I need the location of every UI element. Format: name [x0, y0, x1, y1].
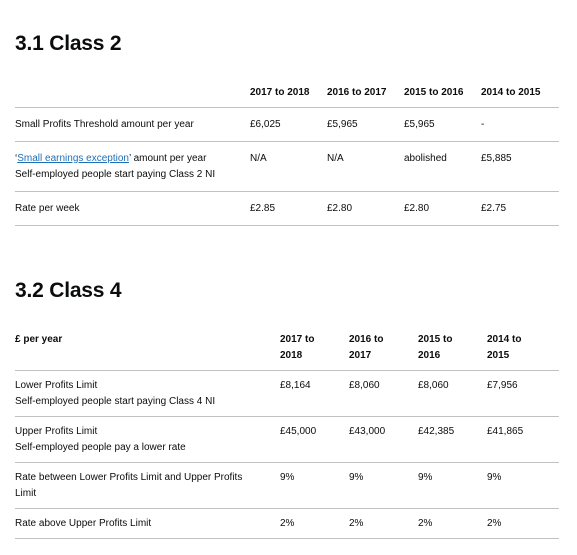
- table-row: [15, 191, 559, 225]
- row-label-subtext: Self-employed people start paying Class 2 NI: [15, 168, 216, 180]
- table-cell: £5,965: [404, 107, 481, 141]
- table-row: [15, 417, 559, 463]
- table-cell: abolished: [404, 141, 481, 191]
- table-cell: 9%: [487, 463, 559, 509]
- table-cell: £8,060: [349, 371, 418, 417]
- column-header: [15, 77, 250, 107]
- table-cell: -: [481, 107, 559, 141]
- small-earnings-exception-link[interactable]: Small earnings exception: [17, 152, 129, 164]
- row-label-line: Upper Profits Limit: [15, 426, 98, 437]
- row-label: [15, 141, 250, 191]
- label-suffix: ’ amount per year: [128, 152, 207, 164]
- table-cell: £45,000: [280, 417, 349, 463]
- column-header-2017-2018: 2017 to 2018: [250, 77, 327, 107]
- row-label-line: Limit: [15, 488, 37, 499]
- header-line: 2016 to: [349, 334, 384, 345]
- row-label: Small Profits Threshold amount per year: [15, 107, 250, 141]
- table-cell: 2%: [280, 509, 349, 539]
- table-cell: £6,025: [250, 107, 327, 141]
- row-label: Rate per week: [15, 191, 250, 225]
- table-cell: 2%: [349, 509, 418, 539]
- column-header-2014-2015: [487, 325, 559, 371]
- table-cell: £2.80: [327, 191, 404, 225]
- table-row: [15, 141, 559, 191]
- table-cell: £5,885: [481, 141, 559, 191]
- table-header-row: [15, 77, 559, 107]
- table-row: [15, 463, 559, 509]
- header-line: 2015: [487, 350, 510, 361]
- header-line: £ per year: [15, 334, 63, 345]
- table-cell: 9%: [418, 463, 487, 509]
- header-line: 2018: [280, 350, 303, 361]
- table-row: [15, 509, 559, 539]
- open-quote: ‘: [15, 152, 18, 164]
- table-cell: N/A: [327, 141, 404, 191]
- table-cell: 9%: [280, 463, 349, 509]
- table-cell: 2%: [418, 509, 487, 539]
- table-cell: 2%: [487, 509, 559, 539]
- table-cell: £5,965: [327, 107, 404, 141]
- column-header-2014-2015: 2014 to 2015: [481, 77, 559, 107]
- row-label-subtext: Self-employed people start paying Class 4 NI: [15, 396, 216, 407]
- table-cell: £2.75: [481, 191, 559, 225]
- class-4-heading: 3.2 Class 4: [15, 279, 122, 302]
- table-cell: £8,060: [418, 371, 487, 417]
- header-line: 2016: [418, 350, 441, 361]
- table-cell: £41,865: [487, 417, 559, 463]
- row-label: [15, 463, 280, 509]
- row-label: [15, 417, 280, 463]
- table-cell: £2.85: [250, 191, 327, 225]
- row-label-line: Lower Profits Limit: [15, 380, 98, 391]
- table-cell: 9%: [349, 463, 418, 509]
- row-label-line: [15, 151, 250, 167]
- header-line: 2017: [349, 350, 372, 361]
- row-label-line: Rate above Upper Profits Limit: [15, 518, 152, 529]
- header-line: 2014 to: [487, 334, 522, 345]
- table-cell: £2.80: [404, 191, 481, 225]
- header-line: 2017 to: [280, 334, 315, 345]
- column-header-2015-2016: 2015 to 2016: [404, 77, 481, 107]
- class-4-table: [15, 325, 559, 539]
- row-label-line: Rate between Lower Profits Limit and Upper Profits: [15, 472, 243, 483]
- table-cell: £8,164: [280, 371, 349, 417]
- class-2-heading: 3.1 Class 2: [15, 32, 122, 55]
- class-2-table: [15, 77, 559, 226]
- row-label-subtext: Self-employed people pay a lower rate: [15, 442, 186, 453]
- table-cell: N/A: [250, 141, 327, 191]
- column-header-2016-2017: [349, 325, 418, 371]
- row-label: [15, 509, 280, 539]
- table-row: [15, 107, 559, 141]
- table-row: [15, 371, 559, 417]
- column-header-2017-2018: [280, 325, 349, 371]
- column-header-2015-2016: [418, 325, 487, 371]
- column-header-per-year: [15, 325, 280, 371]
- column-header-2016-2017: 2016 to 2017: [327, 77, 404, 107]
- table-cell: £7,956: [487, 371, 559, 417]
- header-line: 2015 to: [418, 334, 453, 345]
- table-cell: £42,385: [418, 417, 487, 463]
- row-label: [15, 371, 280, 417]
- table-cell: £43,000: [349, 417, 418, 463]
- table-header-row: [15, 325, 559, 371]
